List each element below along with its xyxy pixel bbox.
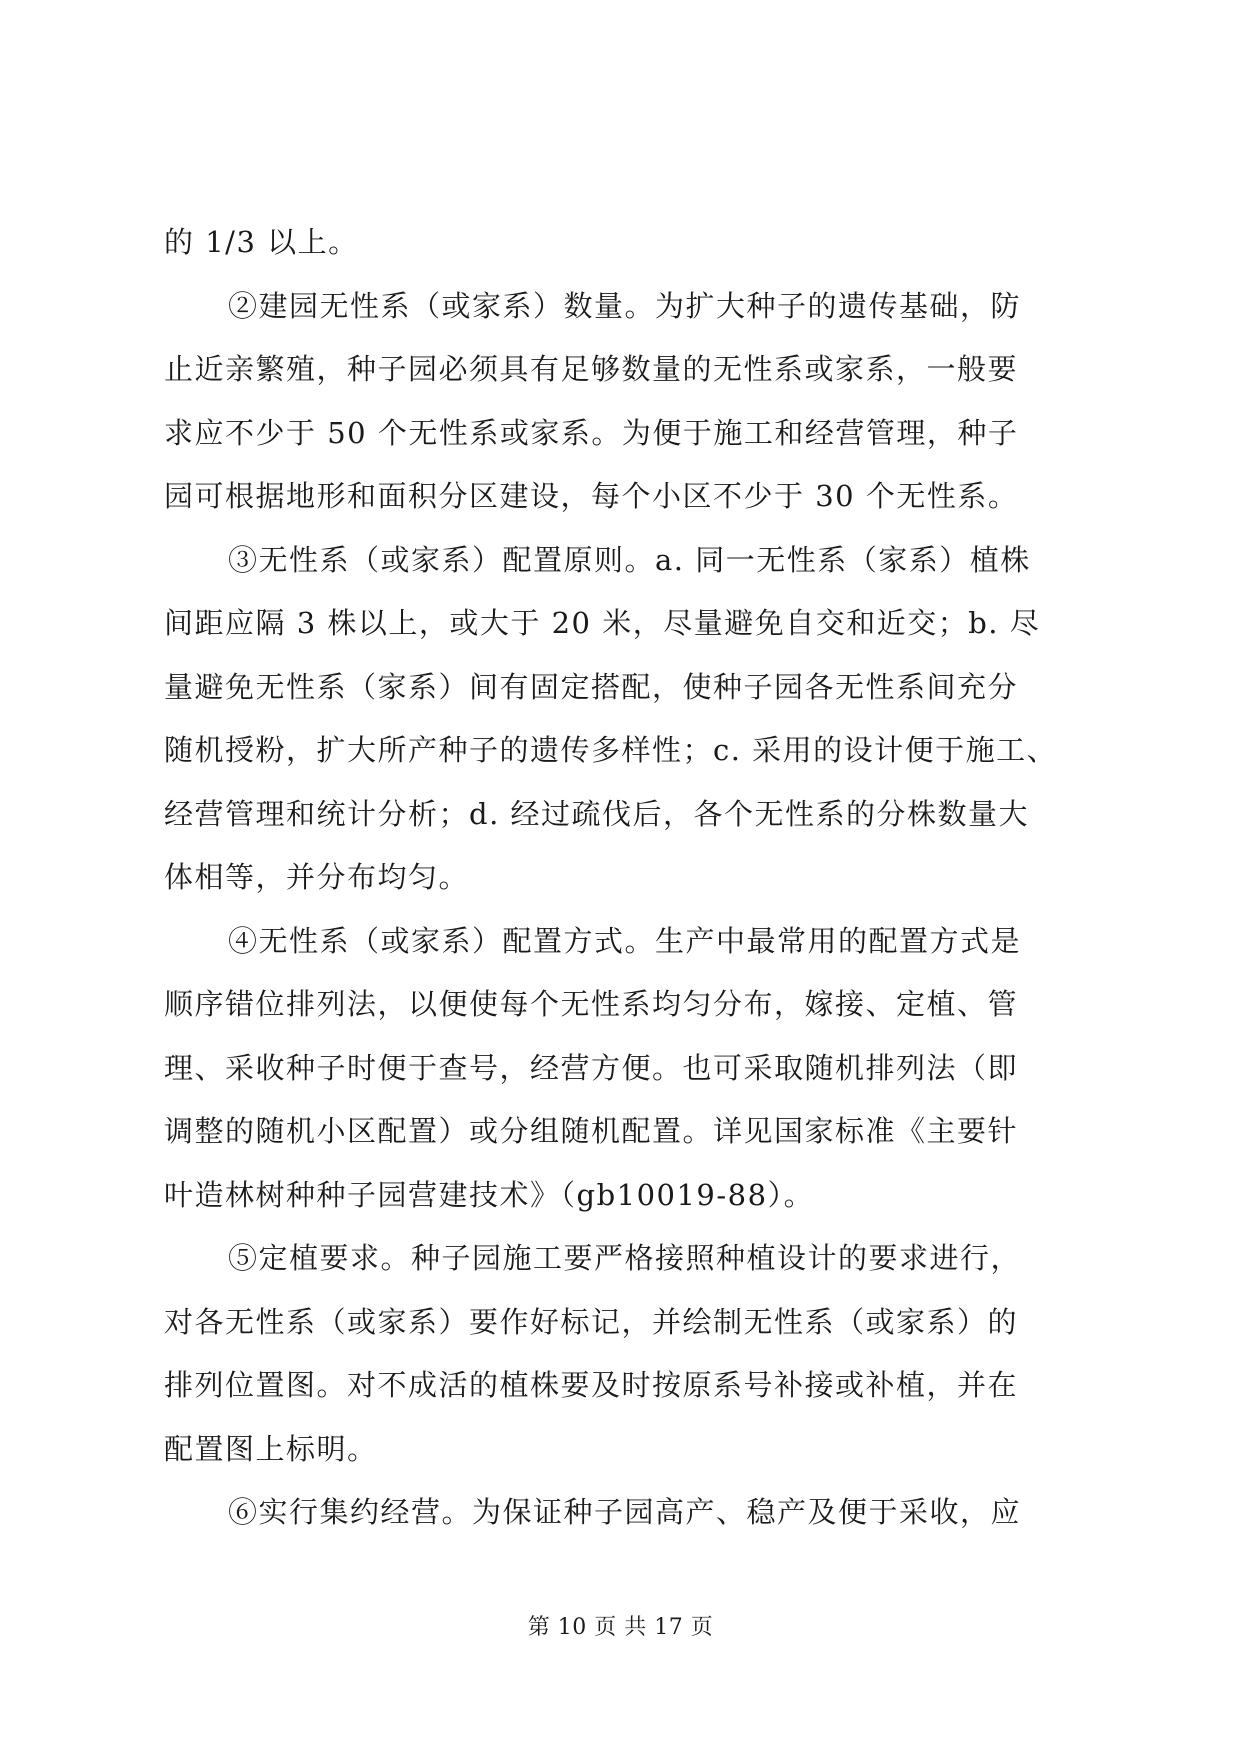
text-line: 顺序错位排列法，以便使每个无性系均匀分布，嫁接、定植、管 <box>164 987 1019 1021</box>
text-line: ⑥实行集约经营。为保证种子园高产、稳产及便于采收，应 <box>228 1495 1022 1529</box>
text-line: 量避免无性系（家系）间有固定搭配，使种子园各无性系间充分 <box>164 669 1019 704</box>
text-line: ④无性系（或家系）配置方式。生产中最常用的配置方式是 <box>228 923 1022 958</box>
text-line: ③无性系（或家系）配置原则。a. 同一无性系（家系）植株 <box>228 542 1031 577</box>
document-body <box>164 225 1079 1562</box>
text-line: ⑤定植要求。种子园施工要严格接照种植设计的要求进行， <box>228 1241 1022 1275</box>
text-line: ②建园无性系（或家系）数量。为扩大种子的遗传基础，防 <box>228 288 1022 323</box>
text-line: 体相等，并分布均匀。 <box>164 860 470 894</box>
text-line: 对各无性系（或家系）要作好标记，并绘制无性系（或家系）的 <box>164 1304 1019 1339</box>
text-line: 间距应隔 3 株以上，或大于 20 米，尽量避免自交和近交；b. 尽 <box>164 606 1041 640</box>
text-line: 止近亲繁殖，种子园必须具有足够数量的无性系或家系，一般要 <box>164 352 1019 386</box>
text-line: 排列位置图。对不成活的植株要及时按原系号补接或补植，并在 <box>164 1368 1019 1402</box>
text-line: 求应不少于 50 个无性系或家系。为便于施工和经营管理，种子 <box>164 415 1019 450</box>
text-line: 配置图上标明。 <box>164 1431 378 1466</box>
text-line: 园可根据地形和面积分区建设，每个小区不少于 30 个无性系。 <box>164 479 1019 513</box>
text-line: 随机授粉，扩大所产种子的遗传多样性；c. 采用的设计便于施工、 <box>164 733 1058 767</box>
text-line: 叶造林树种种子园营建技术》（gb10019-88）。 <box>164 1177 815 1212</box>
text-line: 理、采收种子时便于查号，经营方便。也可采取随机排列法（即 <box>164 1050 1019 1085</box>
text-line: 经营管理和统计分析；d. 经过疏伐后，各个无性系的分株数量大 <box>164 796 1030 831</box>
text-line: 的 1/3 以上。 <box>164 225 359 259</box>
text-line: 调整的随机小区配置）或分组随机配置。详见国家标准《主要针 <box>164 1114 1019 1148</box>
page-number-footer: 第 10 页 共 17 页 <box>527 1615 714 1640</box>
